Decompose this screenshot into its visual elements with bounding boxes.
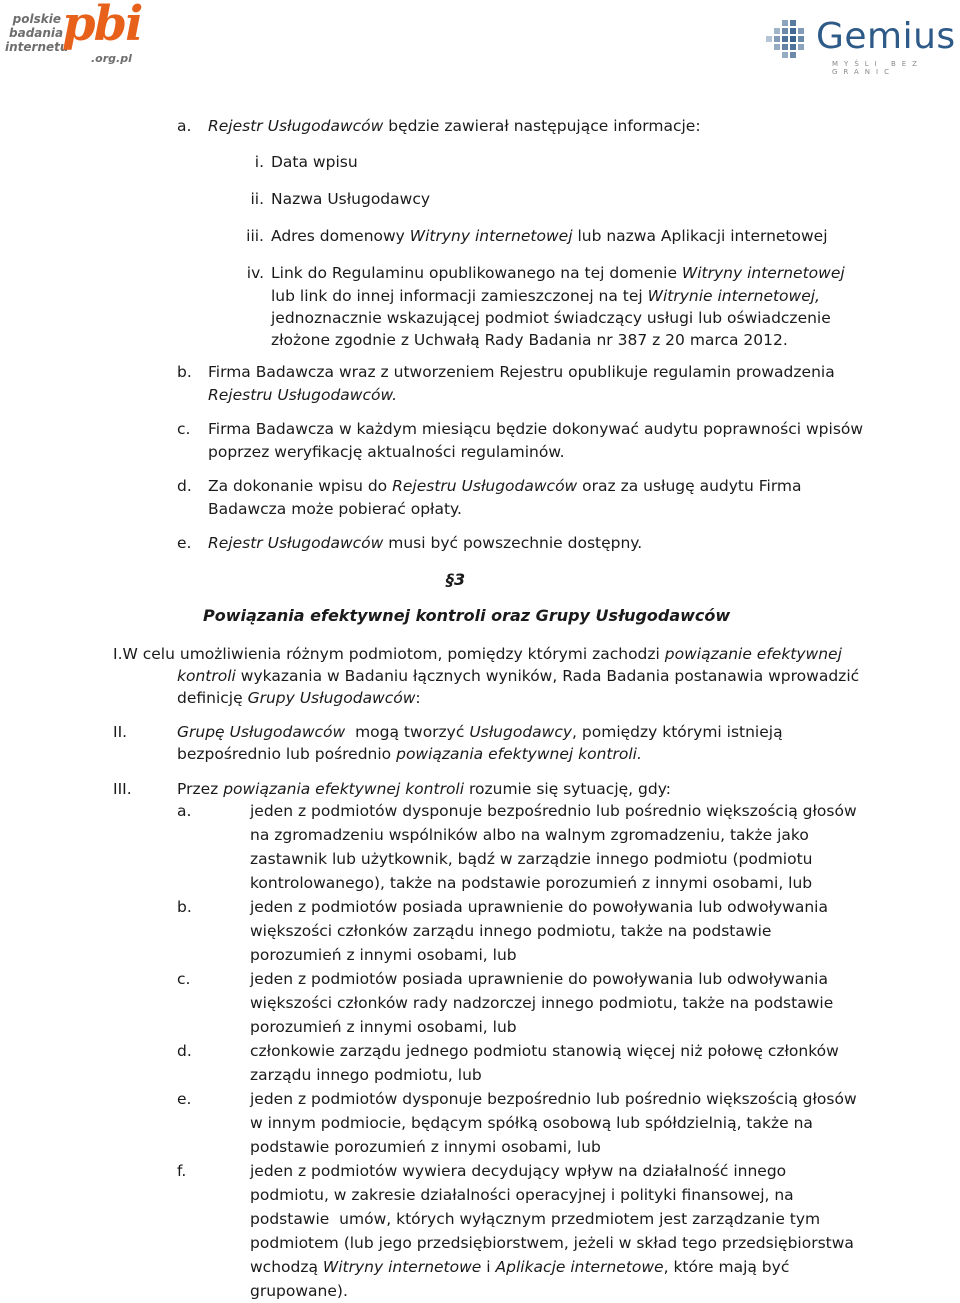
point-II-line1-italic2: Usługodawcy (469, 723, 573, 741)
point-I-line2-italic: kontroli (177, 667, 236, 685)
point-III-a-line2: na zgromadzeniu wspólników albo na walnym zgromadzeniu, także jako (250, 826, 809, 844)
gemius-logo-name: Gemius (816, 16, 956, 57)
item-iii-italic: Witryny internetowej (409, 227, 573, 245)
point-II-line1-mid: mogą tworzyć (345, 723, 470, 741)
point-I-line2-post: wykazania w Badaniu łącznych wyników, Rada Badania postanawia wprowadzić (235, 667, 860, 685)
section-a-intro-italic: Rejestr Usługodawców (208, 117, 384, 135)
point-III-intro-post: rozumie się sytuację, gdy: (464, 780, 671, 798)
point-III-c-marker: c. (177, 970, 191, 988)
section-d-line2: Badawcza może pobierać opłaty. (208, 500, 462, 518)
item-iii-marker: iii. (246, 227, 264, 245)
point-III-f-line5-pre: wchodzą (250, 1258, 323, 1276)
paragraph-title: Powiązania efektywnej kontroli oraz Grupy Usługodawców (203, 606, 731, 625)
pbi-logo-line3: internetu (5, 40, 69, 54)
point-II-line1-post: , pomiędzy którymi istnieją (572, 723, 783, 741)
section-d-line1-italic: Rejestru Usługodawców (392, 477, 578, 495)
item-iii-post: lub nazwa Aplikacji internetowej (572, 227, 828, 245)
section-a-intro-rest: będzie zawierał następujące informacje: (383, 117, 701, 135)
paragraph-number: §3 (446, 570, 466, 589)
pbi-logo (5, 0, 142, 65)
item-i-text: Data wpisu (271, 153, 358, 171)
point-III-e-line1: jeden z podmiotów dysponuje bezpośrednio lub pośrednio większością głosów (250, 1090, 857, 1108)
point-III-f-line5 (250, 1255, 789, 1279)
section-e-italic: Rejestr Usługodawców (208, 534, 384, 552)
point-III-f-line5-mid: i (481, 1258, 496, 1276)
section-d-line1 (208, 474, 802, 498)
point-III-a-line1: jeden z podmiotów dysponuje bezpośrednio lub pośrednio większością głosów (250, 802, 857, 820)
item-iv-marker: iv. (246, 264, 264, 282)
point-III-f-marker: f. (177, 1162, 187, 1180)
section-e-text (208, 531, 642, 555)
point-III-f-line2: podmiotu, w zakresie działalności operacyjnej i polityki finansowej, na (250, 1186, 794, 1204)
section-c-line2: poprzez weryfikację aktualności regulaminów. (208, 443, 565, 461)
section-c-line1: Firma Badawcza w każdym miesiącu będzie dokonywać audytu poprawności wpisów (208, 420, 864, 438)
section-b-marker: b. (177, 363, 192, 381)
point-III-f-line5-italic1: Witryny internetowe (322, 1258, 482, 1276)
point-III-b-line2: większości członków zarządu innego podmiotu, także na podstawie (250, 922, 772, 940)
item-iv-line1 (271, 261, 845, 285)
section-e-post: musi być powszechnie dostępny. (383, 534, 643, 552)
point-I-line3-pre: definicję (177, 689, 248, 707)
point-I-line2 (177, 664, 859, 688)
section-e-marker: e. (177, 534, 192, 552)
item-iv-line1-pre: Link do Regulaminu opublikowanego na tej domenie (271, 264, 682, 282)
item-ii-text: Nazwa Usługodawcy (271, 190, 431, 208)
item-iii-pre: Adres domenowy (271, 227, 410, 245)
point-II-line1 (177, 720, 783, 744)
point-II-line2-italic: powiązania efektywnej kontroli. (396, 745, 642, 763)
section-d-line1-pre: Za dokonanie wpisu do (208, 477, 393, 495)
item-iv-line2-italic: Witrynie internetowej, (647, 287, 820, 305)
point-III-intro-italic: powiązania efektywnej kontroli (223, 780, 465, 798)
point-III-f-line6: grupowane). (250, 1282, 348, 1300)
point-III-marker: III. (113, 780, 132, 798)
item-iii-text (271, 224, 828, 248)
point-III-intro-pre: Przez (177, 780, 224, 798)
section-b-line2: Rejestru Usługodawców. (208, 386, 398, 404)
item-ii-marker: ii. (250, 190, 264, 208)
section-d-line1-post: oraz za usługę audytu Firma (577, 477, 802, 495)
point-III-d-line2: zarządu innego podmiotu, lub (250, 1066, 482, 1084)
pbi-logo-line2: badania (9, 26, 64, 40)
point-I-line3-post: : (415, 689, 421, 707)
point-II-line2 (177, 742, 642, 766)
section-c-marker: c. (177, 420, 191, 438)
point-I-line1-pre: I.W celu umożliwienia różnym podmiotom, pomiędzy którymi zachodzi (113, 645, 665, 663)
point-III-f-line5-post: , które mają być (663, 1258, 790, 1276)
item-iv-line4: złożone zgodnie z Uchwałą Rady Badania nr 387 z 20 marca 2012. (271, 331, 788, 349)
item-iv-line2-pre: lub link do innej informacji zamieszczonej na tej (271, 287, 648, 305)
section-a-intro (208, 114, 701, 138)
gemius-grid-icon (766, 18, 810, 62)
point-III-e-line2: w innym podmiocie, będącym spółką osobową lub spółdzielnią, także na (250, 1114, 813, 1132)
point-I-line1-italic: powiązanie efektywnej (664, 645, 842, 663)
item-iv-line2 (271, 284, 820, 308)
point-III-intro (177, 777, 671, 801)
point-I-line1 (113, 642, 842, 666)
gemius-logo-tagline: MYŚLI BEZ GRANIC (832, 60, 923, 76)
point-III-a-marker: a. (177, 802, 192, 820)
point-III-e-marker: e. (177, 1090, 192, 1108)
point-III-d-marker: d. (177, 1042, 192, 1060)
point-III-d-line1: członkowie zarządu jednego podmiotu stanowią więcej niż połowę członków (250, 1042, 839, 1060)
section-b-line1: Firma Badawcza wraz z utworzeniem Rejestru opublikuje regulamin prowadzenia (208, 363, 835, 381)
point-III-e-line3: podstawie porozumień z innymi osobami, lub (250, 1138, 601, 1156)
point-III-c-line1: jeden z podmiotów posiada uprawnienie do powoływania lub odwoływania (250, 970, 828, 988)
item-iv-line1-italic: Witryny internetowej (681, 264, 845, 282)
point-III-f-line3: podstawie umów, których wyłącznym przedmiotem jest zarządzanie tym (250, 1210, 821, 1228)
gemius-logo (766, 14, 956, 76)
point-III-a-line4: kontrolowanego), także na podstawie porozumień z innymi osobami, lub (250, 874, 813, 892)
point-II-line1-italic1: Grupę Usługodawców (177, 723, 346, 741)
item-iv-line3: jednoznacznie wskazującej podmiot świadczący usługi lub oświadczenie (271, 309, 831, 327)
point-III-b-line1: jeden z podmiotów posiada uprawnienie do powoływania lub odwoływania (250, 898, 828, 916)
point-III-f-line5-italic2: Aplikacje internetowe (495, 1258, 664, 1276)
item-i-marker: i. (254, 153, 264, 171)
point-III-b-line3: porozumień z innymi osobami, lub (250, 946, 517, 964)
section-d-marker: d. (177, 477, 192, 495)
point-III-f-line1: jeden z podmiotów wywiera decydujący wpływ na działalność innego (250, 1162, 787, 1180)
pbi-logo-line1: polskie (12, 12, 61, 26)
point-III-c-line2: większości członków rady nadzorczej innego podmiotu, także na podstawie (250, 994, 834, 1012)
point-II-marker: II. (113, 723, 128, 741)
pbi-logo-mark: pbi (62, 0, 142, 52)
section-a-marker: a. (177, 117, 192, 135)
point-III-b-marker: b. (177, 898, 192, 916)
point-II-line2-pre: bezpośrednio lub pośrednio (177, 745, 397, 763)
point-I-line3 (177, 686, 421, 710)
point-III-c-line3: porozumień z innymi osobami, lub (250, 1018, 517, 1036)
point-III-a-line3: zastawnik lub użytkownik, bądź w zarządzie innego podmiotu (podmiotu (250, 850, 813, 868)
point-III-f-line4: podmiotem (lub jego przedsiębiorstwem, jeżeli w skład tego przedsiębiorstwa (250, 1234, 854, 1252)
pbi-logo-domain: .org.pl (91, 52, 132, 65)
point-I-line3-italic: Grupy Usługodawców (247, 689, 416, 707)
